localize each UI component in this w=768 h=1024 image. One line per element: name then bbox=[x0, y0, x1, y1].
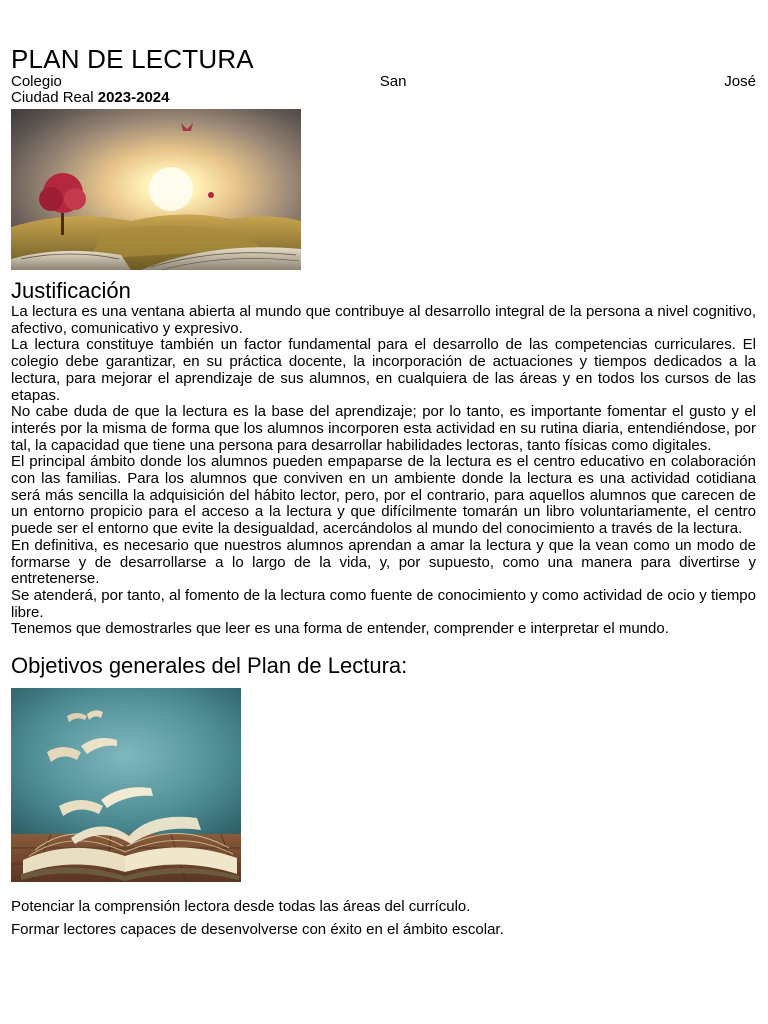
page-title: PLAN DE LECTURA bbox=[11, 44, 254, 74]
justificacion-paragraph-7: Tenemos que demostrarles que leer es una forma de entender, comprender e interpretar el mundo. bbox=[11, 620, 669, 638]
school-name-line bbox=[11, 74, 756, 90]
flying-pages-book-image bbox=[11, 688, 241, 882]
document-page bbox=[11, 44, 756, 944]
justificacion-paragraph-2: La lectura constituye también un factor fundamental para el desarrollo de las competencias curriculares. El colegio debe garantizar, en su práctica docente, la incorporación de actuaciones y tiempos dedicados a la lectura, para mejorar el aprendizaje de sus alumnos, en cualquiera de las áreas y en todos los cursos de las etapas. bbox=[11, 336, 756, 404]
justificacion-paragraph-4: El principal ámbito donde los alumnos pueden empaparse de la lectura es el centro educativo en colaboración con las familias. Para los alumnos que conviven en un ambiente donde la lectura es una actividad cotidiana será más sencilla la adquisición del hábito lector, pero, por el contrario, para aquellos alumnos que carecen de un entorno propicio para el acceso a la lectura y que difícilmente tomarán un libro voluntariamente, el centro puede ser el entorno que evite la desigualdad, acercándolos al mundo del conocimiento a través de la lectura. bbox=[11, 453, 756, 538]
school-word-3: José bbox=[724, 73, 756, 90]
city-name: Ciudad Real bbox=[11, 89, 94, 106]
city-year-line bbox=[11, 90, 756, 106]
objetivo-item-2: Formar lectores capaces de desenvolverse con éxito en el ámbito escolar. bbox=[11, 921, 504, 939]
school-word-2: San bbox=[379, 73, 407, 90]
justificacion-paragraph-6: Se atenderá, por tanto, al fomento de la lectura como fuente de conocimiento y como actividad de ocio y tiempo libre. bbox=[11, 586, 756, 621]
book-landscape-image bbox=[11, 109, 301, 270]
objetivos-heading: Objetivos generales del Plan de Lectura: bbox=[11, 653, 408, 679]
school-word-1: Colegio bbox=[11, 73, 62, 90]
school-year: 2023-2024 bbox=[97, 89, 170, 106]
objetivos-list bbox=[11, 898, 756, 938]
justificacion-paragraph-3: No cabe duda de que la lectura es la base del aprendizaje; por lo tanto, es importante fomentar el gusto y el interés por la misma de forma que los alumnos incorporen esta actividad en su rutina diaria, entendiéndose, por tal, la capacidad que tiene una persona para desarrollar habilidades lectoras, tanto físicas como digitales. bbox=[11, 403, 756, 454]
objetivo-item-1: Potenciar la comprensión lectora desde todas las áreas del currículo. bbox=[11, 898, 471, 916]
justificacion-paragraph-5: En definitiva, es necesario que nuestros alumnos aprendan a amar la lectura y que la vean como un modo de formarse y de desarrollarse a lo largo de la vida, y, por supuesto, como una manera para divertirse y entretenerse. bbox=[11, 536, 756, 588]
justificacion-heading: Justificación bbox=[11, 278, 131, 303]
justificacion-body bbox=[11, 304, 756, 638]
justificacion-paragraph-1: La lectura es una ventana abierta al mundo que contribuye al desarrollo integral de la persona a nivel cognitivo, afectivo, comunicativo y expresivo. bbox=[11, 303, 756, 337]
